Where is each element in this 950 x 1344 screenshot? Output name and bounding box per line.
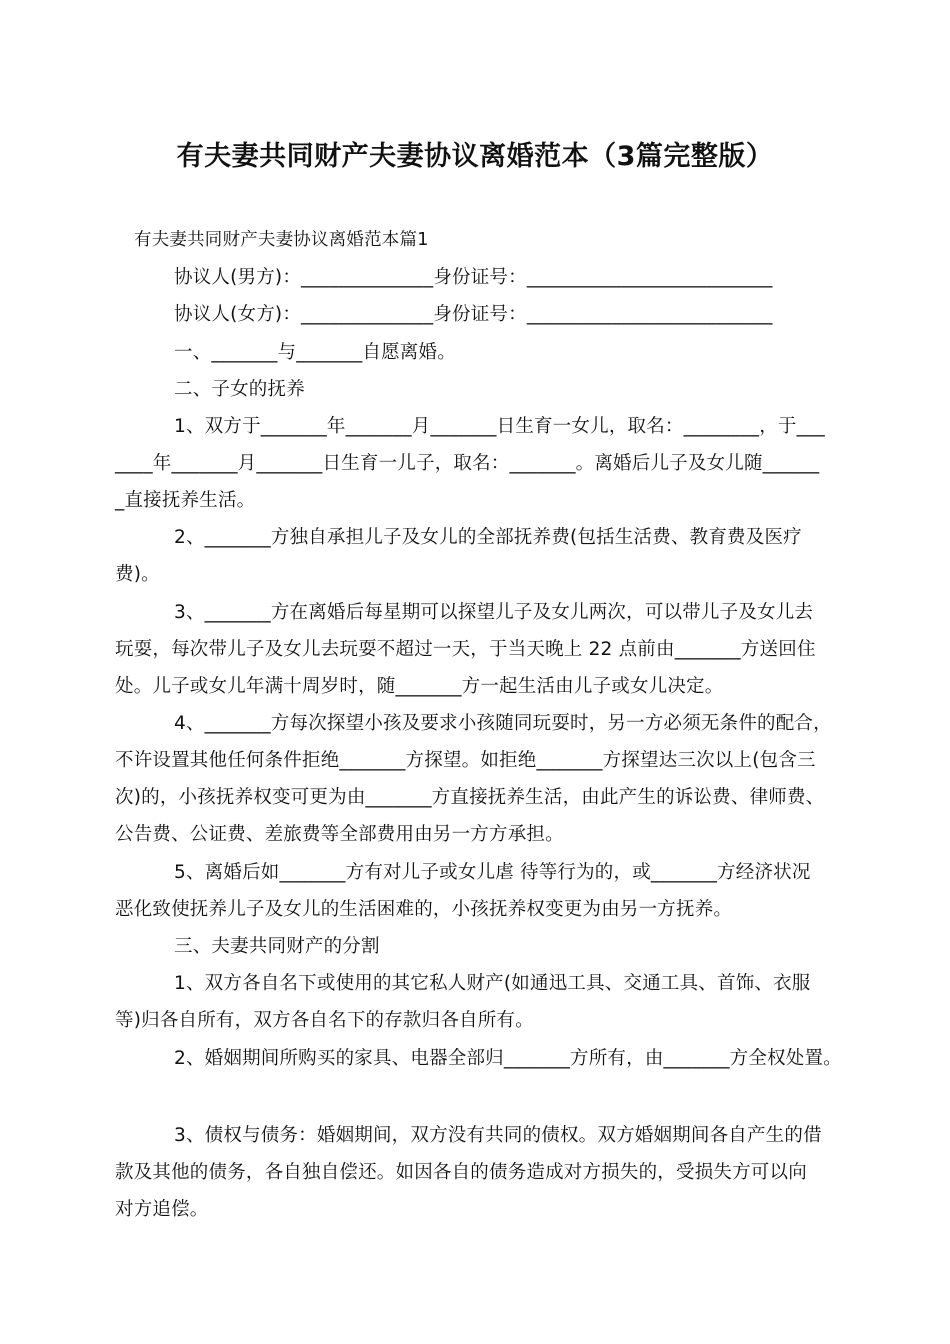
paragraph-line: 三、夫妻共同财产的分割 — [174, 936, 380, 957]
paragraph-line: 次)的，小孩抚养权变可更为由_______方直接抚养生活，由此产生的诉讼费、律师费、 — [115, 787, 825, 808]
paragraph-line: 3、_______方在离婚后每星期可以探望儿子及女儿两次，可以带儿子及女儿去 — [174, 602, 814, 623]
paragraph-line: 玩耍，每次带儿子及女儿去玩耍不超过一天，于当天晚上 22 点前由_______方送回住 — [115, 639, 816, 660]
paragraph-line: 1、双方各自名下或使用的其它私人财产(如通迅工具、交通工具、首饰、衣服 — [174, 973, 811, 994]
paragraph-line: 协议人(男方)：______________身份证号：__________________________ — [174, 267, 773, 288]
paragraph-line: 二、子女的抚养 — [174, 379, 305, 400]
paragraph-line: 等)归各自所有，双方各自名下的存款归各自所有。 — [115, 1010, 534, 1031]
paragraph-line: 2、婚姻期间所购买的家具、电器全部归_______方所有，由_______方全权处置。 — [174, 1048, 842, 1069]
paragraph-line: 恶化致使抚养儿子及女儿的生活困难的，小孩抚养权变更为由另一方抚养。 — [115, 899, 733, 920]
paragraph-line: 2、_______方独自承担儿子及女儿的全部抚养费(包括生活费、教育费及医疗 — [174, 527, 802, 548]
paragraph-line: 3、债权与债务：婚姻期间，双方没有共同的债权。双方婚姻期间各自产生的借 — [174, 1125, 822, 1146]
document-title: 有夫妻共同财产夫妻协议离婚范本（3篇完整版） — [176, 141, 774, 172]
paragraph-line: 不许设置其他任何条件拒绝_______方探望。如拒绝_______方探望达三次以上(包含三 — [115, 750, 816, 771]
paragraph-line: 对方追偿。 — [115, 1199, 209, 1220]
paragraph-line: 协议人(女方)：______________身份证号：__________________________ — [174, 304, 773, 325]
paragraph-line: 一、_______与_______自愿离婚。 — [174, 342, 456, 363]
paragraph-line: 1、双方于_______年_______月_______日生育一女儿，取名：________，于___ — [174, 416, 825, 437]
section-title: 有夫妻共同财产夫妻协议离婚范本篇1 — [134, 230, 429, 250]
paragraph-line: 公告费、公证费、差旅费等全部费用由另一方方承担。 — [115, 824, 564, 845]
paragraph-line: 处。儿子或女儿年满十周岁时，随_______方一起生活由儿子或女儿决定。 — [115, 676, 724, 697]
paragraph-line: 款及其他的债务，各自独自偿还。如因各自的债务造成对方损失的，受损失方可以向 — [115, 1162, 807, 1183]
paragraph-line: 5、离婚后如_______方有对儿子或女儿虐 待等行为的，或_______方经济状况 — [174, 862, 811, 883]
paragraph-line: 费)。 — [115, 564, 160, 585]
paragraph-line: _直接抚养生活。 — [115, 490, 256, 511]
paragraph-line: 4、_______方每次探望小孩及要求小孩随同玩耍时，另一方必须无条件的配合， — [174, 713, 832, 734]
paragraph-line: ____年_______月_______日生育一儿子，取名：_______。离婚后儿子及女儿随______ — [115, 453, 820, 474]
